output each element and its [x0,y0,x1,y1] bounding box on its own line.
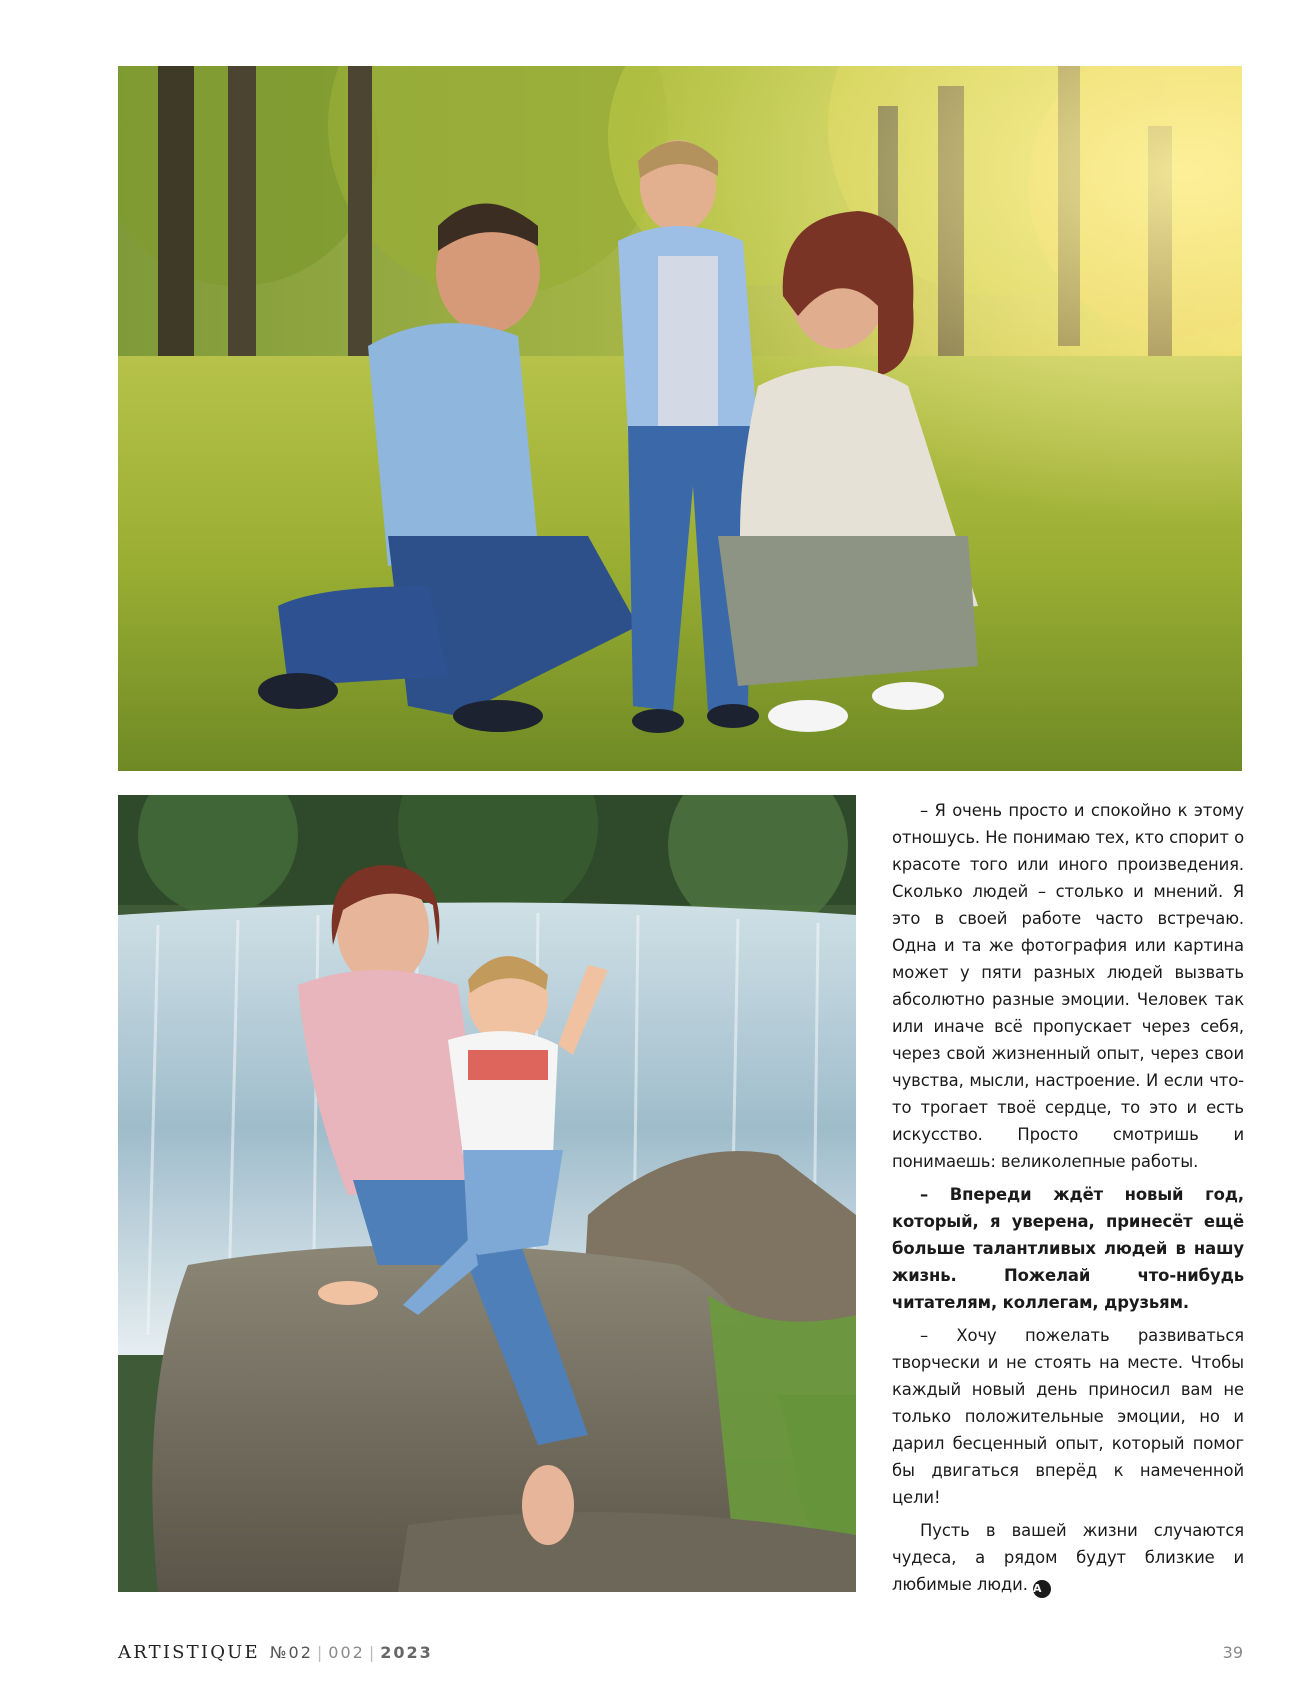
article-paragraph-final [892,1517,1244,1598]
separator: | [368,1642,377,1662]
family-park-illustration [118,66,1242,771]
page-footer [118,1638,1243,1666]
issue-year: 2023 [380,1642,433,1662]
photo-family-park [118,66,1242,771]
photo-mother-son-waterfall [118,795,856,1592]
waterfall-illustration [118,795,856,1592]
issue-number: №02 [269,1642,313,1662]
separator: | [316,1642,325,1662]
interview-question: – Впереди ждёт новый год, который, я уверена, принесёт ещё больше талантливых людей в нашу жизнь. Пожелай что-нибудь читателям, коллегам, друзьям. [892,1185,1244,1312]
issue-code: 002 [328,1642,365,1662]
page-number: 39 [1222,1642,1243,1662]
issue-info [270,1643,433,1662]
article-text [892,797,1244,1604]
footer-brand [118,1642,433,1663]
final-text: Пусть в вашей жизни случаются чудеса, а рядом будут близкие и любимые люди. [892,1521,1244,1594]
magazine-name: ARTISTIQUE [118,1641,260,1663]
end-of-article-mark-icon: A [1033,1580,1051,1598]
article-paragraph: – Я очень просто и спокойно к этому отношусь. Не понимаю тех, кто спорит о красоте того или иного произведения. Сколько людей – столько и мнений. Я это в своей работе часто встречаю. Одна и та же фотография или картина может у пяти разных людей вызвать абсолютно разные эмоции. Человек так или иначе всё пропускает через себя, через свой жизненный опыт, через свои чувства, мысли, настроение. И если что-то трогает твоё сердце, то это и есть искусство. Просто смотришь и понимаешь: великолепные работы. [892,801,1244,1171]
article-paragraph: – Хочу пожелать развиваться творчески и не стоять на месте. Чтобы каждый новый день приносил вам не только положительные эмоции, но и дарил бесценный опыт, который помог бы двигаться вперёд к намеченной цели! [892,1326,1244,1507]
